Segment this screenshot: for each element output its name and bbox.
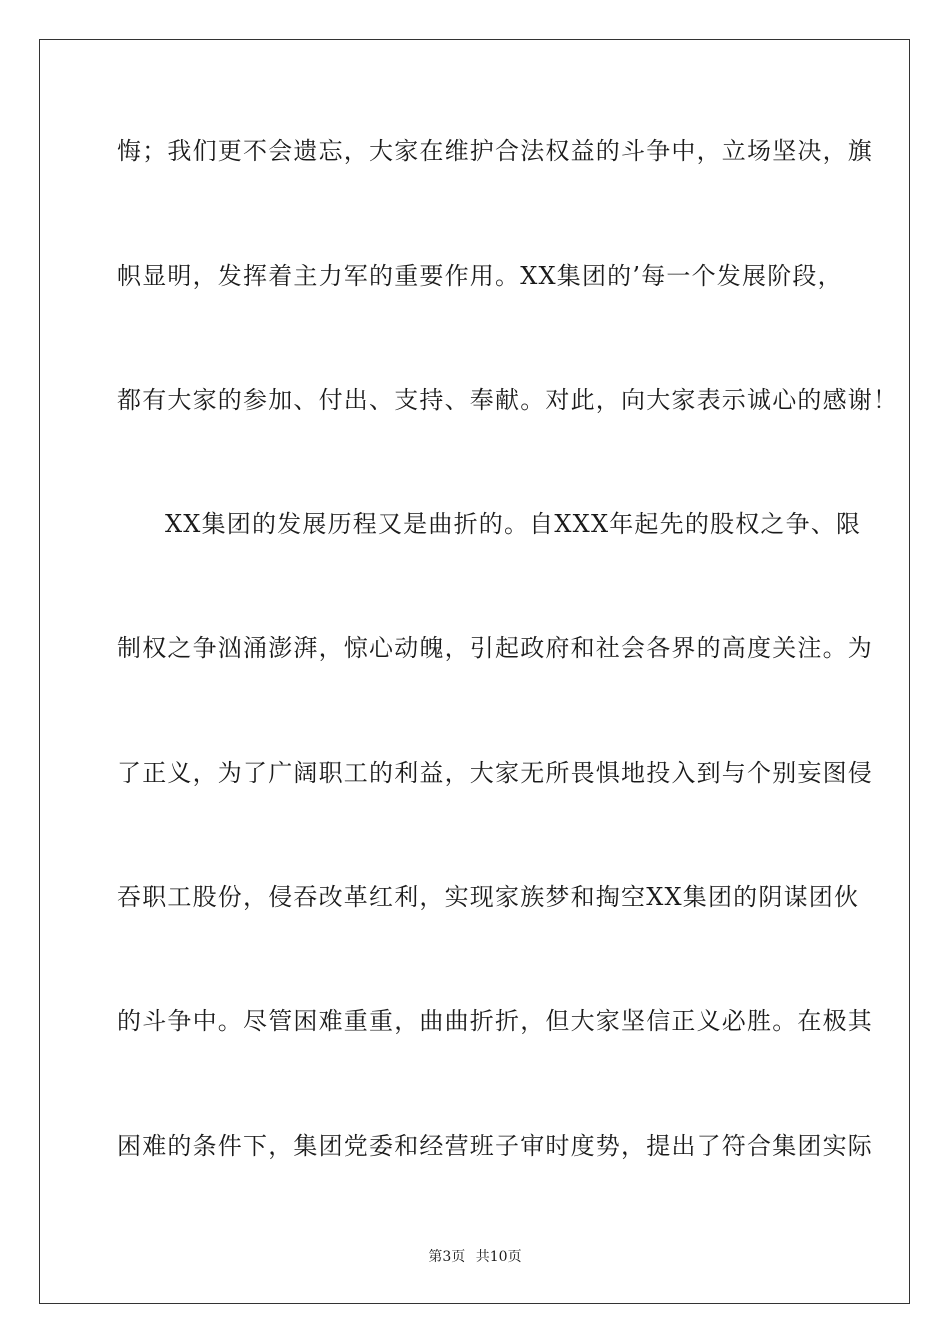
text-line-3: 都有大家的参加、付出、支持、奉献。对此，向大家表示诚心的感谢！ [117,386,899,414]
page-border [39,39,910,1304]
total-pages: 共10页 [475,1249,522,1265]
text-line-8: 的斗争中。尽管困难重重，曲曲折折，但大家坚信正义必胜。在极其 [117,1007,873,1035]
text-line-6: 了正义，为了广阔职工的利益，大家无所畏惧地投入到与个别妄图侵 [117,759,873,787]
page-footer [0,1248,950,1266]
text-line-7: 吞职工股份，侵吞改革红利，实现家族梦和掏空XX集团的阴谋团伙 [117,883,860,911]
text-line-5: 制权之争汹涌澎湃，惊心动魄，引起政府和社会各界的高度关注。为 [117,634,873,662]
page-number: 第3页 [428,1249,466,1265]
text-line-1: 悔；我们更不会遗忘，大家在维护合法权益的斗争中，立场坚决，旗 [117,137,873,165]
text-line-9: 困难的条件下，集团党委和经营班子审时度势，提出了符合集团实际 [117,1132,873,1160]
text-line-2: 帜显明，发挥着主力军的重要作用。XX集团的’每一个发展阶段， [117,262,843,290]
text-line-4-paragraph-start: XX集团的发展历程又是曲折的。自XXX年起先的股权之争、限 [165,510,862,538]
